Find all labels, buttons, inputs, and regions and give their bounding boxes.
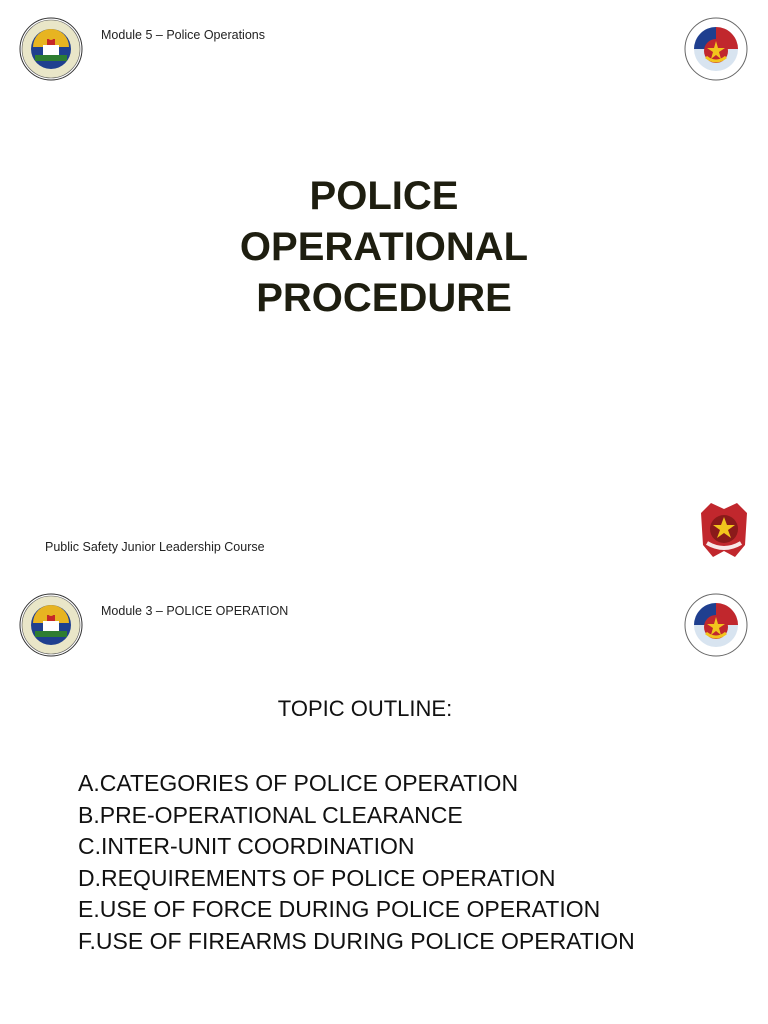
module-label: Module 3 – POLICE OPERATION: [101, 604, 289, 618]
pnp-training-seal-icon: [684, 17, 748, 81]
topic-item: B.PRE-OPERATIONAL CLEARANCE: [78, 801, 463, 828]
outline-heading: TOPIC OUTLINE:: [277, 696, 453, 721]
topic-item: E.USE OF FORCE DURING POLICE OPERATION: [78, 896, 601, 922]
psjlc-seal-icon: [19, 593, 83, 657]
title-line-2: OPERATIONAL: [239, 225, 529, 269]
module-label: Module 5 – Police Operations: [101, 28, 265, 42]
pnp-training-seal-icon: [684, 593, 748, 657]
topic-item: D.REQUIREMENTS OF POLICE OPERATION: [78, 864, 556, 891]
title-line-1: POLICE: [309, 174, 459, 218]
topic-list: [78, 768, 635, 957]
topic-item: A.CATEGORIES OF POLICE OPERATION: [78, 770, 519, 796]
course-footer: Public Safety Junior Leadership Course: [45, 540, 265, 554]
pnp-badge-icon: [697, 499, 751, 564]
slide-topic-outline: [0, 576, 768, 1024]
topic-item: F.USE OF FIREARMS DURING POLICE OPERATION: [78, 927, 635, 954]
topic-item: C.INTER-UNIT COORDINATION: [78, 833, 415, 859]
title-line-3: PROCEDURE: [256, 276, 512, 320]
psjlc-seal-icon: [19, 17, 83, 81]
